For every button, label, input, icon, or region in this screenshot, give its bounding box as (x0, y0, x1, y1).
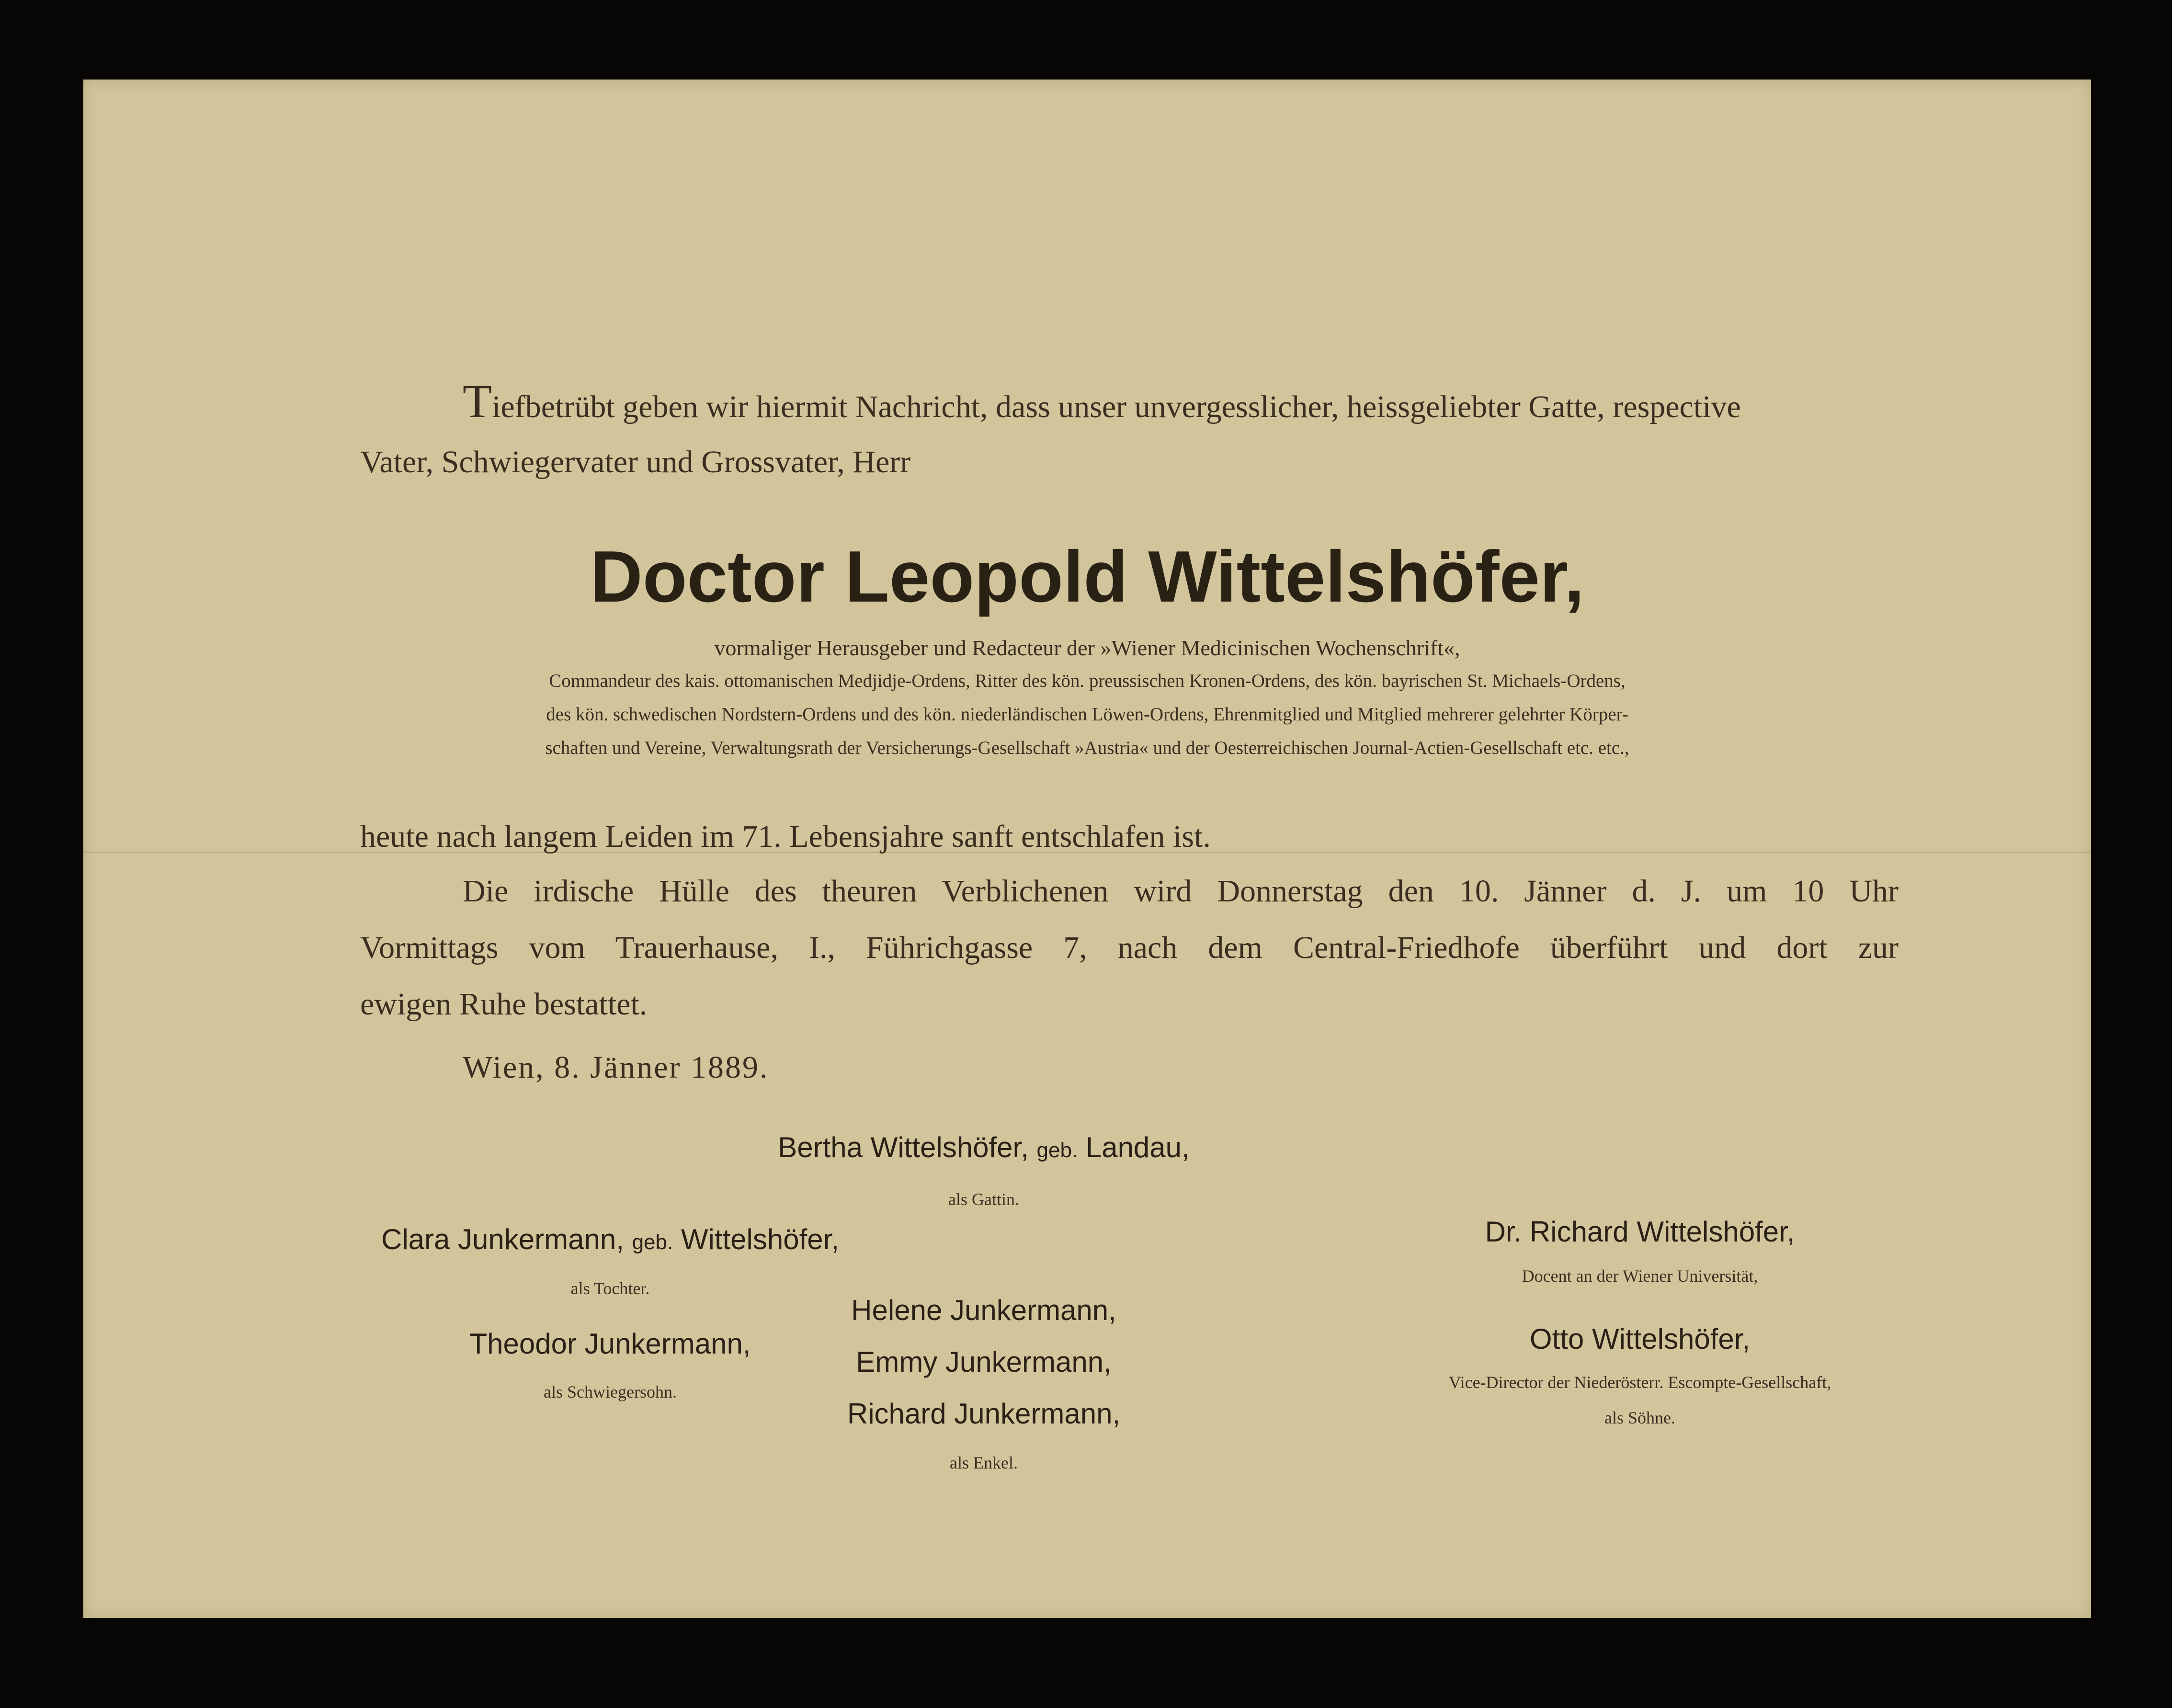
widow-first-name: Bertha Wittelshöfer, (778, 1131, 1029, 1163)
son-otto-name: Otto Wittelshöfer, (1529, 1323, 1751, 1355)
funeral-line-3: ewigen Ruhe bestattet. (360, 987, 648, 1022)
deceased-title-line-2: Commandeur des kais. ottomanischen Medjidje-Ordens, Ritter des kön. preussischen Kronen-Ordens, des kön. bayrischen St. Michaels-Ordens, (549, 671, 1626, 691)
deceased-name: Doctor Leopold Wittelshöfer, (590, 536, 1584, 617)
grandchildren-role: als Enkel. (950, 1453, 1018, 1472)
widow-name (696, 1133, 1271, 1162)
widow-maiden-name: Landau, (1085, 1131, 1190, 1163)
grandchild-name-3: Richard Junkermann, (847, 1398, 1121, 1430)
son-in-law-role: als Schwiegersohn. (544, 1382, 677, 1401)
widow-geb: geb. (1036, 1139, 1078, 1162)
deceased-title-line-4: schaften und Vereine, Verwaltungsrath der Versicherungs-Gesellschaft »Austria« und der Oesterreichischen Journal-Actien-Gesellschaft etc. etc., (545, 738, 1629, 758)
grandchild-name-2: Emmy Junkermann, (856, 1346, 1112, 1378)
son-richard-name: Dr. Richard Wittelshöfer, (1485, 1216, 1795, 1248)
announcement-line-2: Vater, Schwiegervater und Grossvater, Herr (360, 444, 911, 479)
son-richard-title: Docent an der Wiener Universität, (1522, 1266, 1758, 1286)
daughter-geb: geb. (632, 1230, 673, 1254)
announcement-line-1-text: iefbetrübt geben wir hiermit Nachricht, dass unser unvergesslicher, heissgeliebter Gatte, respective (492, 389, 1741, 424)
grandchild-name-1: Helene Junkermann, (851, 1294, 1116, 1326)
daughter-name (323, 1225, 898, 1254)
date-place: Wien, 8. Jänner 1889. (463, 1050, 769, 1085)
sons-role: als Söhne. (1604, 1408, 1675, 1427)
deceased-title-line-3: des kön. schwedischen Nordstern-Ordens und des kön. niederländischen Löwen-Ordens, Ehrenmitglied und Mitglied mehrerer gelehrter Körper- (546, 704, 1628, 725)
son-otto-title: Vice-Director der Niederösterr. Escompte-Gesellschaft, (1448, 1373, 1831, 1392)
funeral-line-1: Die irdische Hülle des theuren Verblichenen wird Donnerstag den 10. Jänner d. J. um 10 Uhr (463, 874, 1899, 909)
deceased-title-line-1: vormaliger Herausgeber und Redacteur der »Wiener Medicinischen Wochenschrift«, (714, 636, 1460, 660)
passing-line: heute nach langem Leiden im 71. Lebensjahre sanft entschlafen ist. (360, 819, 1211, 854)
death-notice-sheet (83, 80, 2091, 1618)
daughter-role: als Tochter. (570, 1279, 650, 1298)
widow-role: als Gattin. (948, 1190, 1019, 1209)
dropcap-letter: T (463, 375, 492, 428)
son-in-law-name: Theodor Junkermann, (469, 1328, 751, 1360)
announcement-line-1 (463, 375, 1899, 428)
daughter-maiden-name: Wittelshöfer, (681, 1223, 839, 1255)
daughter-first-name: Clara Junkermann, (381, 1223, 624, 1255)
funeral-line-2: Vormittags vom Trauerhause, I., Führichgasse 7, nach dem Central-Friedhofe überführt und dort zur (360, 930, 1899, 965)
